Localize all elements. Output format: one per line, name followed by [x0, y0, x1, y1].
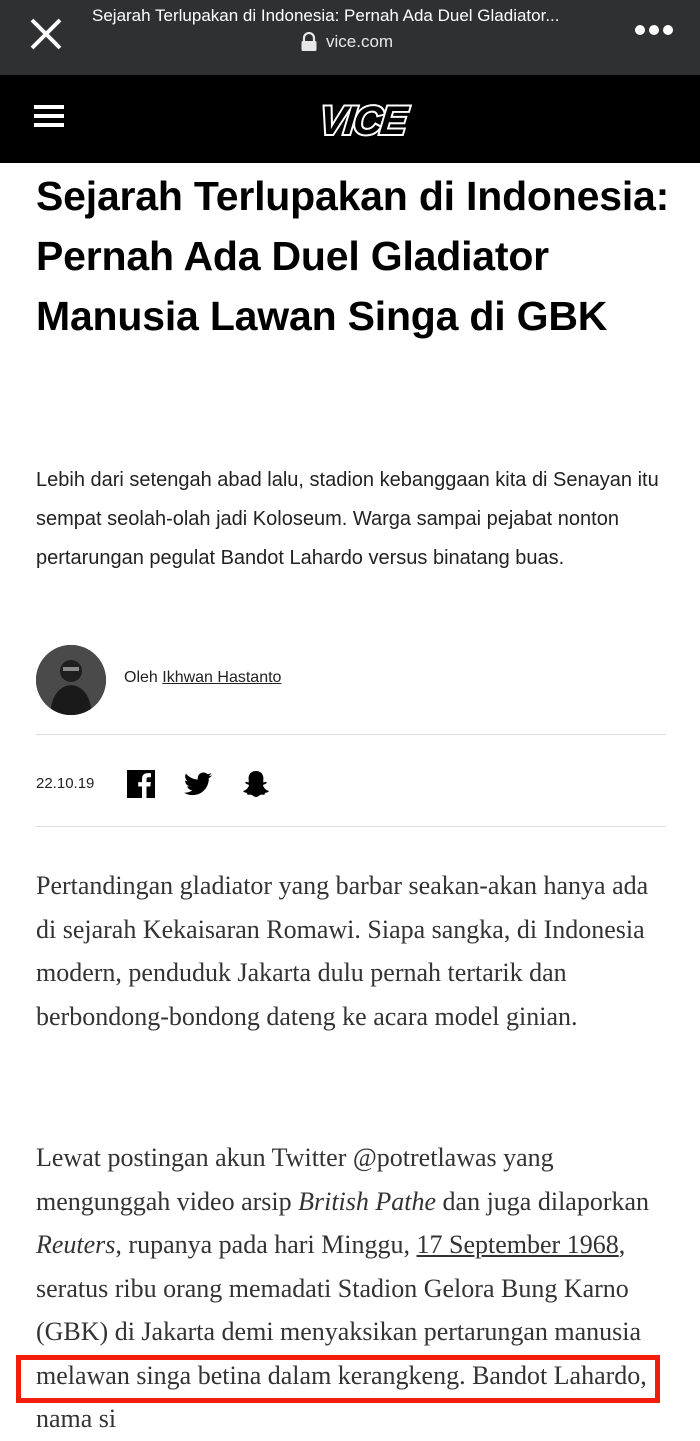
article-summary: Lebih dari setengah abad lalu, stadion kebanggaan kita di Senayan itu sempat seolah-olah jadi Koloseum. Warga sampai pejabat nonton pertarungan pegulat Bandot Lahardo versus binatang buas. [36, 469, 659, 569]
lock-icon [300, 32, 318, 52]
publish-date: 22.10.19 [36, 775, 95, 792]
url-bar[interactable] [300, 32, 393, 52]
browser-toolbar [0, 0, 700, 75]
article-headline: Sejarah Terlupakan di Indonesia: Pernah Ada Duel Gladiator Manusia Lawan Singa di GBK [36, 173, 670, 339]
facebook-icon[interactable] [125, 768, 157, 800]
hamburger-menu-icon[interactable] [34, 104, 64, 128]
author-link[interactable]: Ikhwan Hastanto [162, 669, 282, 686]
divider [36, 734, 666, 735]
close-icon[interactable] [24, 12, 68, 56]
author-avatar[interactable] [36, 645, 106, 715]
paragraph-italic: British Pathe [298, 1186, 437, 1216]
highlighted-text: menyaksikan pertarungan manusia melawan singa [36, 1317, 642, 1390]
paragraph-text: betina dalam kerangkeng. Bandot Lahardo, nama si [36, 1360, 647, 1433]
byline [124, 669, 281, 687]
paragraph-italic: Reuters [36, 1230, 116, 1259]
paragraph-text: , rupanya pada hari Minggu, [115, 1230, 417, 1259]
article-paragraph: Pertandingan gladiator yang barbar seakan-akan hanya ada di sejarah Kekaisaran Romawi. Siapa sangka, di Indonesia modern, penduduk Jakarta dulu pernah tertarik dan berbondong-bondong dateng ke acara model ginian. [36, 871, 649, 1031]
more-options-icon[interactable] [632, 22, 676, 38]
byline-prefix: Oleh [124, 669, 158, 686]
red-highlight-box [16, 1355, 660, 1403]
page-title-tab: Sejarah Terlupakan di Indonesia: Pernah Ada Duel Gladiator... [92, 6, 560, 25]
author-photo [36, 645, 106, 715]
divider [36, 826, 666, 827]
paragraph-text: , seratus ribu orang memadati Stadion Gelora Bung Karno (GBK) di Jakarta demi [36, 1230, 629, 1346]
svg-text:VICE: VICE [317, 99, 408, 143]
paragraph-text: dan juga dilaporkan [436, 1186, 650, 1216]
vice-logo[interactable] [295, 96, 435, 144]
paragraph-text: Lewat postingan akun Twitter @potretlawas yang mengunggah video arsip [36, 1143, 554, 1216]
url-text: vice.com [326, 32, 394, 51]
snapchat-icon[interactable] [240, 768, 272, 800]
twitter-icon[interactable] [182, 768, 214, 800]
date-link[interactable]: 17 September 1968 [416, 1230, 619, 1259]
